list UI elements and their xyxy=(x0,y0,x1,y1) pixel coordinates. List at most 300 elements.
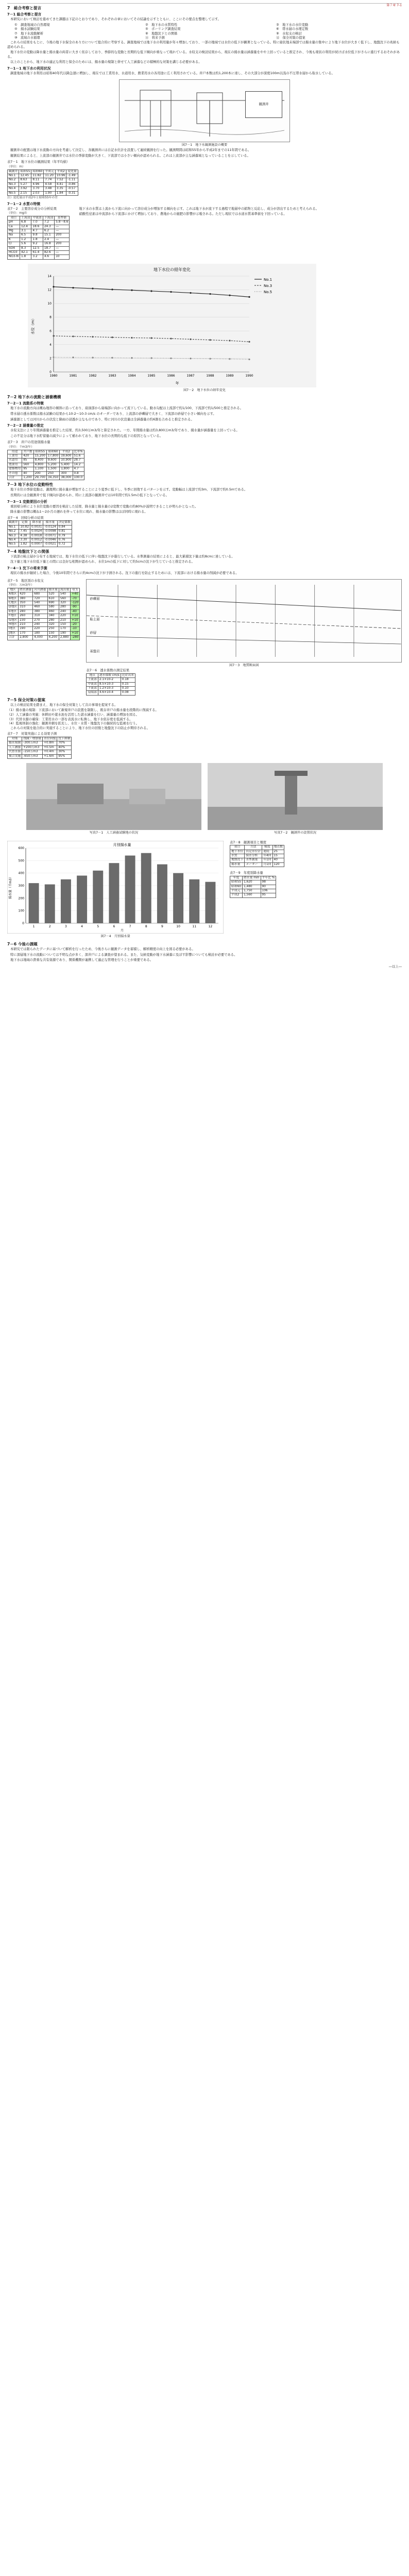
table-cell: Mg xyxy=(8,229,20,233)
table-cell: -10 xyxy=(71,627,80,631)
table-cell: 年4回 xyxy=(262,854,272,858)
paragraph: 帯水層の透水係数は揚水試験の結果から10-2～10-3 cm/s のオーダーであり、上流部の砂礫層で大きく、下流部の砂層で小さい傾向を示す。 xyxy=(10,412,216,416)
data-point xyxy=(131,289,132,291)
table-cell: 0.0007 xyxy=(30,543,43,547)
table-cell: 自記水位計 xyxy=(245,850,262,854)
table-cell: No.2 xyxy=(8,530,19,534)
table-cell: 24.3 xyxy=(43,225,54,229)
table-cell: 揚水規制 xyxy=(8,741,22,745)
data-point xyxy=(92,357,93,358)
table-cell: 25 xyxy=(272,850,284,854)
table-caption: 表7－3 井戸の用途別揚水量 xyxy=(7,440,50,445)
paragraph: これらの結果をもとに、今後の地下水保全のあり方について総合的に考察する。調査地域では地下水の利用量が年々増加しており、一部の地域では水位の低下が顕著となっている。特に扇状地末端部では揚水量の集中により地下水位が大きく低下し、地盤沈下の兆候も認められる。 xyxy=(7,40,400,49)
list-item: ③ 地下水の水位変動 xyxy=(276,23,309,27)
y-tick-label: 600 xyxy=(18,846,24,850)
table-cell: -0.0046 xyxy=(43,538,57,542)
table-cell: 6.8 xyxy=(20,221,31,225)
data-point xyxy=(72,335,74,337)
table-row xyxy=(8,592,80,597)
table-cell: 0.76 xyxy=(57,538,72,542)
table-cell: -1.49 xyxy=(66,174,78,178)
table-cell: 代替水源 xyxy=(8,750,22,754)
table-cell: 7.52 xyxy=(55,178,66,182)
data-point xyxy=(72,357,74,358)
table-cell: 720 xyxy=(33,597,47,601)
table-cell: C地区 xyxy=(8,601,19,605)
data-point xyxy=(229,340,230,341)
table-cell: 8,400 xyxy=(33,459,46,463)
chapter-title: 7 総合考察と提言 xyxy=(7,6,42,10)
x-tick-label: 1988 xyxy=(206,374,214,378)
list-item: ① 調査地域の自然環境 xyxy=(14,23,50,27)
table-cell: 540 xyxy=(59,592,70,597)
table-cell: 42.1 xyxy=(20,250,31,255)
table-cell: 9.2 xyxy=(31,242,43,246)
table-cell: No.3 xyxy=(8,182,19,187)
table-cell: 0.79 xyxy=(57,534,72,538)
table-cell: 340 xyxy=(47,614,59,618)
column-header: 中流部 xyxy=(31,216,43,220)
well-box: 観測井 xyxy=(245,91,282,118)
table-cell: SO4 xyxy=(8,246,20,250)
table-cell: 270 xyxy=(33,618,47,622)
table-row xyxy=(230,889,276,893)
table-row xyxy=(8,538,72,542)
table-cell: G地区 xyxy=(8,618,19,622)
column-header: 削減・増加量 xyxy=(22,737,43,741)
topic-list xyxy=(7,23,402,41)
table-cell: 0.72 xyxy=(57,543,72,547)
chart-background xyxy=(28,264,316,387)
column-header: 昭和60 xyxy=(46,450,59,454)
table-cell: 3.1 xyxy=(20,229,31,233)
table-cell: 200 xyxy=(33,471,46,476)
section-heading: 7－1 総合考察と提言 xyxy=(7,12,42,16)
list-item: ④ 揚水試験結果 xyxy=(14,27,40,31)
table-cell: 1.8 xyxy=(20,255,31,259)
table-cell: 29,700 xyxy=(33,476,46,480)
paragraph: 以上のことから、地下水の適正な利用と保全のためには、揚水量の規制と併せて人工涵養などの積極的な対策を講じる必要がある。 xyxy=(10,60,202,64)
table-cell: 19,600 xyxy=(60,454,73,458)
y-tick-label: 4 xyxy=(49,343,52,347)
column-header: 地点 xyxy=(87,673,98,677)
table-cell: 平成2 xyxy=(230,893,243,897)
data-point xyxy=(53,357,54,358)
chart-xlabel: 月 xyxy=(120,928,124,933)
table-cell: 8.63 xyxy=(19,178,31,182)
table-cell: -0.0071 xyxy=(43,534,57,538)
data-point xyxy=(150,337,152,338)
table-cell: -0.57 xyxy=(66,187,78,191)
table-units: （単位：千m3/年） xyxy=(7,445,34,449)
table-cell: 15.1 xyxy=(43,233,54,238)
table-cell: 0.0012 xyxy=(30,538,43,542)
table-cell: 210 xyxy=(59,618,70,622)
table-row xyxy=(8,246,70,250)
table-cell: 82.6 xyxy=(43,250,54,255)
table-cell: 5,400 xyxy=(60,463,73,467)
table-cell: 95% xyxy=(57,754,72,758)
data-point xyxy=(111,336,113,338)
table-cell: 6.2 xyxy=(43,229,54,233)
table-cell: 0.8 xyxy=(73,471,84,476)
end-mark: ―以上― xyxy=(388,964,402,969)
column-header: 降水涵養 xyxy=(19,588,33,592)
table-cell: 18.6 xyxy=(31,225,43,229)
data-point xyxy=(248,296,250,298)
table-caption: 表7－5 地区別の水収支 xyxy=(7,579,44,583)
x-tick-label: 1982 xyxy=(89,374,97,378)
column-header: 定数 xyxy=(19,521,30,525)
section-heading: 7－2 地下水の流動と涵養機構 xyxy=(7,395,61,400)
table-cell: 1.8 xyxy=(31,238,43,242)
table-cell: 1.84 xyxy=(55,191,66,195)
table-units: （単位：万m3/年） xyxy=(7,584,34,587)
table-cell: 16.8 xyxy=(43,242,54,246)
pumping-by-use-table xyxy=(7,450,84,481)
table-cell: 1,620 xyxy=(242,880,261,885)
table-cell: -280 xyxy=(71,636,80,640)
paragraph: これらの対策を総合的に実施することにより、地下水位の回復と地盤沈下の防止が期待される。 xyxy=(10,726,150,730)
table-cell: 38,000 xyxy=(60,476,73,480)
table-row xyxy=(8,476,84,480)
table-cell: 190 xyxy=(19,627,33,631)
table-cell: メーター xyxy=(245,862,262,867)
bar xyxy=(45,884,55,923)
table-caption: 表7－1 地下水位の観測結果（年平均値） xyxy=(7,160,70,164)
table-cell: 580 xyxy=(47,605,59,609)
table-row xyxy=(8,178,78,182)
table-row xyxy=(8,174,78,178)
photo-block xyxy=(26,763,201,837)
table-cell: 380 xyxy=(33,609,47,614)
y-tick-label: 0 xyxy=(49,370,52,374)
table-cell: 250 xyxy=(47,627,59,631)
table-cell: 520 xyxy=(47,592,59,597)
table-cell: 320 xyxy=(47,623,59,627)
table-caption: 表7－8 観測項目と頻度 xyxy=(230,840,266,844)
table-cell: H地区 xyxy=(8,623,19,627)
table-cell: 7.45 xyxy=(19,530,30,534)
measure-effect-table xyxy=(7,737,72,759)
precipitation-table xyxy=(230,876,276,898)
table-cell: 170 xyxy=(19,631,33,635)
table-cell: 610 xyxy=(47,597,59,601)
table-cell: -40 xyxy=(71,609,80,614)
table-cell: K xyxy=(8,238,20,242)
x-tick-label: 12 xyxy=(208,924,213,928)
table-cell: pH xyxy=(8,221,20,225)
table-cell: 扇端部 xyxy=(87,691,98,695)
table-row xyxy=(8,463,84,467)
table-cell: 280 xyxy=(47,618,59,622)
column-header: 用途 xyxy=(8,450,22,454)
bar xyxy=(173,873,183,923)
table-cell: 40 xyxy=(272,858,284,862)
bar xyxy=(189,879,199,923)
column-header: 観測井 xyxy=(8,170,19,174)
y-tick-label: 500 xyxy=(18,858,24,862)
table-cell: 2.1×10-2 xyxy=(98,678,121,682)
x-tick-label: 3 xyxy=(65,924,67,928)
data-point xyxy=(53,335,54,336)
paragraph: 重回帰分析により水位変動の要因を検討した結果、降水量と揚水量の2変数で変動の約80%が説明できることが明らかとなった。 xyxy=(10,504,198,509)
table-cell: 106 xyxy=(261,889,276,893)
table-cell: 4.7 xyxy=(73,467,84,471)
table-cell: 1,500 xyxy=(46,467,59,471)
column-header: 平年比 % xyxy=(261,876,276,880)
table-caption: 表7－9 年度別降水量 xyxy=(230,871,263,875)
table-row xyxy=(8,543,72,547)
column-header: 項目 xyxy=(8,216,20,220)
water-level-table xyxy=(7,170,78,196)
y-tick-label: 100 xyxy=(18,909,24,913)
table-cell: 4.7 xyxy=(31,229,43,233)
paragraph: 地下水位の季節変動は、灌漑期に揚水量が増加することにより夏季に低下し、冬季に回復するパターンを示す。変動幅は上流部で約3m、下流部で約0.5mである。 xyxy=(10,488,248,492)
table-cell: 51.6 xyxy=(73,454,84,458)
table-cell: 昭和60 xyxy=(230,885,243,889)
table-cell: +10 xyxy=(71,614,80,618)
table-row xyxy=(8,601,80,605)
data-point xyxy=(111,289,113,290)
table-cell: 15 xyxy=(272,854,284,858)
table-cell: 8.3 xyxy=(20,246,31,250)
x-tick-label: 6 xyxy=(113,924,115,928)
list-item: （3）代替水源の確保：工業用水の一部を表流水に転換し、地下水依存度を低減する。 xyxy=(7,717,133,721)
table-cell: D地区 xyxy=(8,605,19,609)
table-cell: 460 xyxy=(33,605,47,609)
table-cell: 4,200 xyxy=(47,636,59,640)
column-header: 対策 xyxy=(8,737,22,741)
layer-label: 粘土層 xyxy=(90,617,100,621)
column-header: 下流部 xyxy=(43,216,54,220)
column-header: 比率% xyxy=(73,450,84,454)
column-header: 地点数 xyxy=(272,845,284,850)
table-cell: 120 xyxy=(272,862,284,867)
list-item: ⑦ 地下水流動解析 xyxy=(14,31,44,36)
data-point xyxy=(190,292,191,294)
table-cell: 6.5 xyxy=(20,233,31,238)
data-point xyxy=(111,357,113,359)
section-heading: 7－6 今後の課題 xyxy=(7,942,38,947)
table-row xyxy=(8,631,80,635)
figure-caption: 図7－3 地質断面図 xyxy=(229,663,259,667)
table-cell: J地区 xyxy=(8,631,19,635)
table-cell: 420 xyxy=(22,454,33,458)
list-item: （1）揚水量の規制：下流部において新規井戸の設置を制限し、既存井戸の揚水量を段階的に削減する。 xyxy=(7,708,159,713)
y-tick-label: 10 xyxy=(47,301,52,306)
table-row xyxy=(87,682,135,686)
data-point xyxy=(131,357,132,359)
chart-ylabel: 揚水量（千m3） xyxy=(9,875,12,899)
data-point xyxy=(131,337,132,338)
list-item: ⑥ 帯水層の水理定数 xyxy=(276,27,309,31)
table-cell: 4,000 xyxy=(33,636,47,640)
table-cell: 4,800 xyxy=(33,463,46,467)
table-cell: 320 xyxy=(59,601,70,605)
table-cell: 中流部 xyxy=(87,682,98,686)
section-heading: 7－1－2 水質の特徴 xyxy=(7,201,41,206)
data-point xyxy=(170,291,172,293)
column-header: 年度 xyxy=(230,876,243,880)
subsection-heading: 7－2－1 流動系の特徴 xyxy=(7,401,44,406)
table-cell: 190 xyxy=(59,631,70,635)
paragraph: 降水量の影響は概ね1～2か月の遅れを伴って水位に現れ、揚水量の影響はほぼ同時に現れる。 xyxy=(10,510,148,514)
table-cell: 2.4 xyxy=(43,238,54,242)
column-header: 決定係数 xyxy=(57,521,72,525)
paragraph: 涵養源としては河川からの伏没と降雨の浸透が主なものであり、特に河川の伏没量は全涵養量の約6割を占めると推定される。 xyxy=(10,417,194,421)
table-cell: 3.48 xyxy=(44,187,55,191)
table-row xyxy=(8,605,80,609)
table-cell: 1,200 xyxy=(22,476,33,480)
table-row xyxy=(8,467,84,471)
table-cell: Na xyxy=(8,233,20,238)
y-tick-label: 400 xyxy=(18,871,24,875)
subsection-heading: 7－4－1 沈下の将来予測 xyxy=(7,566,47,570)
y-tick-label: 8 xyxy=(49,315,52,319)
table-cell: 1.90 xyxy=(44,191,55,195)
column-header: 方法 xyxy=(245,845,262,850)
table-cell: 1,100 xyxy=(33,467,46,471)
table-cell: 10.96 xyxy=(55,174,66,178)
table-row xyxy=(8,255,70,259)
table-cell: 150 xyxy=(59,623,70,627)
table-row xyxy=(230,854,284,858)
table-cell: 220 xyxy=(33,627,47,631)
table-row xyxy=(8,187,78,191)
table-cell: 4.58 xyxy=(44,182,55,187)
table-cell: 95 xyxy=(261,893,276,897)
table-cell: 地下水位 xyxy=(230,850,245,854)
table-row xyxy=(87,691,135,695)
recharge-site-photo xyxy=(26,763,201,830)
table-cell: 95 xyxy=(22,467,33,471)
table-row xyxy=(8,618,80,622)
table-cell: 18.7 xyxy=(43,246,54,250)
table-cell: 0.0018 xyxy=(30,534,43,538)
table-cell: 7.74 xyxy=(44,178,55,182)
x-tick-label: 5 xyxy=(97,924,99,928)
legend-item: No.3 xyxy=(264,283,272,288)
table-cell: ― xyxy=(55,250,70,255)
table-cell: 0.08 xyxy=(121,691,135,695)
table-cell: 3.70 xyxy=(31,187,44,191)
column-header: 揚水量 xyxy=(43,521,57,525)
photo-caption: 写真7－1 人工涵養試験地の状況 xyxy=(89,831,139,835)
paragraph: 本研究では限られたデータに基づいて解析を行ったため、今後さらに観測データを蓄積し、解析精度の向上を図る必要がある。 xyxy=(10,947,195,952)
table-cell: 7.0 xyxy=(31,221,43,225)
table-note: 注）変化量は平成2年と昭和55年の差 xyxy=(7,196,58,199)
table-row xyxy=(8,454,84,458)
legend-item: No.5 xyxy=(264,290,272,294)
x-tick-label: 4 xyxy=(81,924,83,928)
table-cell: 7.2 xyxy=(43,221,54,225)
table-cell: 合計 xyxy=(8,636,19,640)
table-cell: 平成元 xyxy=(230,889,243,893)
table-cell: 380 xyxy=(19,597,33,601)
column-header: 基準値 xyxy=(55,216,70,220)
table-caption: 表7－2 主要溶存成分の分析結果 xyxy=(7,207,57,211)
table-cell: -300万m3 xyxy=(22,741,43,745)
table-row xyxy=(8,750,72,754)
column-header: 平成2 xyxy=(60,450,73,454)
data-point xyxy=(209,339,211,341)
table-cell: -0.31 xyxy=(66,191,78,195)
table-cell: その他 xyxy=(8,471,22,476)
table-row xyxy=(8,745,72,750)
permeability-table xyxy=(86,673,135,696)
table-cell: 人工涵養 xyxy=(8,745,22,750)
column-header: 上流部 xyxy=(20,216,31,220)
list-item: ⑩ 流域の水循環 xyxy=(14,36,40,40)
column-header: 昭和55 xyxy=(33,450,46,454)
table-cell: 8.5×10-3 xyxy=(98,682,121,686)
column-header: 地区 xyxy=(8,588,19,592)
paragraph: 長期的には全観測井で低下傾向が認められ、特に上流部の観測井では10年間で約1.5mの低下となっている。 xyxy=(10,493,169,497)
table-cell: 10 xyxy=(55,255,70,259)
table-cell: 100.0 xyxy=(73,476,84,480)
table-row xyxy=(230,880,276,885)
section-heading: 7－3 地下水位の変動特性 xyxy=(7,482,54,487)
table-cell: ― xyxy=(55,246,70,250)
table-cell: 0.81 xyxy=(57,530,72,534)
subsection-heading: 7－3－1 変動要因の分析 xyxy=(7,499,47,504)
table-cell: 5.8～8.6 xyxy=(55,221,70,225)
table-cell: 0.15 xyxy=(121,682,135,686)
table-cell: 560 xyxy=(59,597,70,601)
table-cell: No.1 xyxy=(8,525,19,529)
table-cell: 0.0024 xyxy=(30,530,43,534)
chart-title: 地下水位の経年変化 xyxy=(154,267,191,272)
y-tick-label: 200 xyxy=(18,896,24,900)
photo-caption: 写真7－2 観測井の設置状況 xyxy=(274,831,317,835)
table-cell: 540 xyxy=(33,601,47,605)
paragraph: 水収支法により年間涵養量を推定した結果、約3,500万m3/年と算定された。一方、年間揚水量は約3,800万m3/年であり、揚水量が涵養量を上回っている。 xyxy=(10,429,240,433)
column-header: 収支 xyxy=(71,588,80,592)
chart-xlabel: 年 xyxy=(175,381,179,385)
x-tick-label: 1990 xyxy=(245,374,253,378)
paragraph: この不足分は地下水貯留量の減少によって補われており、地下水位の長期的な低下の原因となっている。 xyxy=(10,434,163,438)
table-cell: 1.82 xyxy=(19,543,30,547)
y-tick-label: 12 xyxy=(47,288,52,292)
data-point xyxy=(248,359,250,360)
bar xyxy=(77,875,87,923)
table-block xyxy=(7,160,402,200)
column-header: 井戸数 xyxy=(22,450,33,454)
table-row xyxy=(8,754,72,758)
table-cell: 工業用 xyxy=(8,454,22,458)
table-cell: No.3 xyxy=(8,534,19,538)
table-cell: 2,880 xyxy=(59,636,70,640)
table-cell: 0.0031 xyxy=(30,525,43,529)
header-rule xyxy=(7,3,402,4)
table-cell: ― xyxy=(55,225,70,229)
table-cell: -650万m3 xyxy=(22,754,43,758)
table-cell: 水準測量 xyxy=(245,858,262,862)
table-cell: 1,560 xyxy=(242,893,261,897)
geologic-profile-diagram xyxy=(86,579,402,663)
table-row xyxy=(8,530,72,534)
table-cell: 2.03 xyxy=(31,191,44,195)
x-tick-label: 2 xyxy=(48,924,51,928)
bar xyxy=(157,864,167,923)
table-cell: 40 xyxy=(22,471,33,476)
table-cell: +0.5m xyxy=(43,745,57,750)
table-cell: 310 xyxy=(33,614,47,618)
layer-label: 砂層 xyxy=(90,631,97,635)
page-tag: 第７章 7-1 xyxy=(386,4,402,7)
table-cell: 4.96 xyxy=(31,182,44,187)
